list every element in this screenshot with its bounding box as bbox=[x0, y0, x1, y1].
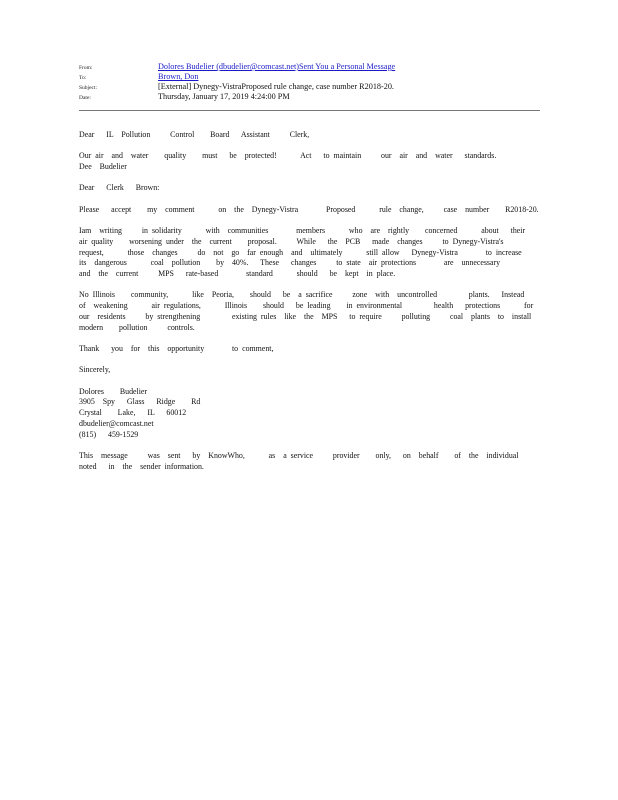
date-label: Date: bbox=[79, 95, 91, 101]
signature-email: dbudelier@comcast.net bbox=[79, 418, 154, 428]
paragraph-2: Iam writing in solidarity with communities members who are rightly concerned about their air quality worsening under the current proposal. While the PCB made changes to Dynegy-Vistra's request, those changes do not go far enough and ultimately still allow Dynegy-Vistra to increase its dangerous coal pollution by 40%. These changes to state air protections are unnecessary and the current MPS rate-based standard should be kept in place. bbox=[79, 226, 542, 279]
signature-phone: (815) 459-1529 bbox=[79, 429, 139, 439]
from-row bbox=[79, 62, 540, 72]
body-line-1: Our air and water quality must be protected! Act to maintain our air and water standards. bbox=[79, 151, 497, 161]
signature-street: 3905 Spy Glass Ridge Rd bbox=[79, 397, 201, 407]
email-header bbox=[79, 62, 540, 102]
from-label: From: bbox=[79, 65, 93, 71]
header-divider bbox=[79, 110, 540, 111]
paragraph-1: Please accept my comment on the Dynegy-Vistra Proposed rule change, case number R2018-20. bbox=[79, 204, 539, 214]
to-row bbox=[79, 72, 540, 82]
closing: Sincerely, bbox=[79, 365, 111, 375]
body-line-2: Dee Budelier bbox=[79, 162, 127, 172]
greeting-2: Dear Clerk Brown: bbox=[79, 183, 160, 193]
email-body bbox=[79, 130, 544, 483]
paragraph-4: Thank you for this opportunity to comment, bbox=[79, 343, 274, 353]
date-value: Thursday, January 17, 2019 4:24:00 PM bbox=[158, 92, 290, 101]
subject-row bbox=[79, 82, 540, 92]
from-link[interactable]: Dolores Budelier (dbudelier@comcast.net)Sent You a Personal Message bbox=[158, 62, 396, 71]
to-link[interactable]: Brown, Don bbox=[158, 72, 199, 81]
signature-name: Dolores Budelier bbox=[79, 386, 148, 396]
footer-note: This message was sent by KnowWho, as a service provider only, on behalf of the individual noted in the sender information. bbox=[79, 450, 543, 471]
subject-label: Subject: bbox=[79, 85, 98, 91]
date-row bbox=[79, 92, 540, 102]
subject-value: [External] Dynegy-VistraProposed rule change, case number R2018-20. bbox=[158, 82, 394, 91]
paragraph-3: No Illinois community, like Peoria, should be a sacrifice zone with uncontrolled plants. Instead of weakening air regulations, Illinois should be leading in environmental health protections for our residents by strengthening existing rules like the MPS to require polluting coal plants to install modern pollution controls. bbox=[79, 290, 544, 332]
greeting-1: Dear IL Pollution Control Board Assistant Clerk, bbox=[79, 130, 310, 139]
signature-city: Crystal Lake, IL 60012 bbox=[79, 408, 187, 418]
to-label: To: bbox=[79, 75, 87, 81]
